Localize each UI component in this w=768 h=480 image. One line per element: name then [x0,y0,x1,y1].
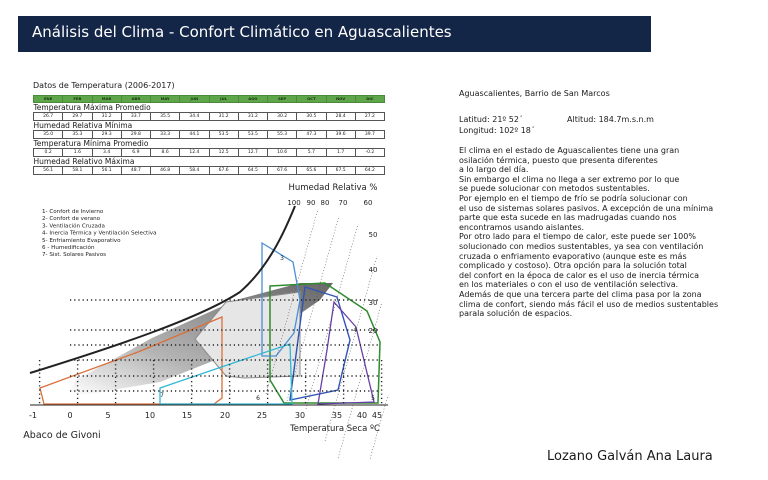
table-cell: 67.5 [326,167,355,175]
table-cell: 35.5 [151,113,180,121]
table-cell: 31.2 [209,113,238,121]
table-row-label: Humedad Relativo Máxima [33,157,135,166]
table-cell: 28.4 [326,113,355,121]
paragraph-line: osilación térmica, puesto que presenta diferentes [459,155,658,165]
x-tick-label: 35 [331,411,343,420]
climate-description [459,146,718,319]
paragraph-line: en los materiales o con el uso de ventilación selectiva. [459,280,679,290]
x-tick-label: 25 [256,411,268,420]
humidity-tick-label: 60 [363,199,373,207]
table-cell: 46.8 [151,167,180,175]
paragraph-line: Por otro lado para el tiempo de calor, este puede ser 100% [459,232,696,242]
humidity-tick-label: 100 [287,199,301,207]
table-cell: 55.3 [268,131,297,139]
paragraph-line: Sin embargo el clima no llega a ser extremo por lo que [459,174,680,184]
legend-item: 5- Enfriamiento Evaporativo [42,237,121,244]
chart-title: Abaco de Givoni [23,430,101,441]
table-cell: 48.7 [121,167,150,175]
paragraph-line: del confort en la época de calor es el uso de inercia térmica [459,270,699,280]
table-row-label: Temperatura Máxima Promedio [33,103,151,112]
legend-item: 7- Sist. Solares Pasivos [42,252,107,259]
x-tick-label: 15 [181,411,193,420]
paragraph-line: parte que esta sucede en las madrugadas cuando nos [459,213,677,223]
paragraph-line: Por ejemplo en el tiempo de frío se podría solucionar con [459,193,688,203]
x-tick-label: 30 [294,411,306,420]
x-tick-label: 0 [67,411,73,420]
legend-item: 3- Ventilación Cruzada [42,223,105,230]
table-cell: 64.2 [355,167,384,175]
legend-item: 2- Confort de verano [42,216,101,223]
table-cell: 0.2 [34,149,63,157]
humidity-tick-label: 30 [368,299,378,307]
table-cell: 58.4 [180,167,209,175]
month-header: FEB [63,96,92,103]
paragraph-line: parala solución de espacios. [459,309,573,319]
table-cell: 35.0 [34,131,63,139]
table-cell: -0.2 [355,149,384,157]
table-cell: 64.5 [238,167,267,175]
table-cell: 31.2 [92,113,121,121]
table-cell: 12.4 [180,149,209,157]
paragraph-line: a lo largo del día. [459,165,529,175]
paragraph-line: se puede solucionar con metodos sustentables. [459,184,650,194]
table-cell: 58.1 [63,167,92,175]
x-tick-label: 40 [356,411,368,420]
table-cell: 29.8 [121,131,150,139]
humidity-tick-label: 50 [368,231,378,239]
table-cell: 29.3 [92,131,121,139]
table-cell: 39.6 [326,131,355,139]
location-text: Aguascalientes, Barrio de San Marcos [459,89,610,98]
table-cell: 26.7 [34,113,63,121]
paragraph-line: clima de confort, siendo más fácil el uso de medios sustentables [459,299,719,309]
month-header: MAR [92,96,121,103]
y-axis-title: Humedad Relativa % [288,183,378,193]
month-header: JUN [180,96,209,103]
paragraph-line: el uso de sistemas solares pasivos. A excepción de una mínima [459,203,714,213]
table-cell: 67.6 [268,167,297,175]
table-cell: 8.6 [151,149,180,157]
zone-number: 4 [353,327,357,334]
table-cell: 30.5 [297,113,326,121]
x-tick-label: 5 [105,411,111,420]
x-tick-label: 45 [371,411,383,420]
humidity-tick-label: 40 [368,266,378,274]
month-header: ABR [121,96,150,103]
table-cell: 12.5 [209,149,238,157]
zone-number: 6 [256,395,260,402]
table-row-label: Humedad Relativa Mínima [33,121,133,130]
table-cell: 56.1 [34,167,63,175]
legend-item: 6 - Humedificación [42,245,95,251]
humidity-tick-label: 80 [320,199,330,207]
table-cell: 31.2 [238,113,267,121]
altitude-text: Altitud: 184.7m.s.n.m [567,115,654,124]
paragraph-line: El clima en el estado de Aguascalientes tiene una gran [459,146,680,155]
month-header: MAY [151,96,180,103]
table-cell: 35.3 [63,131,92,139]
page-title: Análisis del Clima - Confort Climático en Aguascalientes [32,23,452,41]
paragraph-line: cruzada o enfriamento evaporativo (aunque este es más [459,251,687,261]
evaporative-cooling-zone [318,302,374,404]
zone-number: 7 [160,392,164,399]
table-title: Datos de Temperatura (2006-2017) [33,81,175,90]
month-header: AGO [238,96,267,103]
table-cell: 33.7 [121,113,150,121]
month-header: SEP [268,96,297,103]
table-cell: 47.3 [297,131,326,139]
table-cell: 39.7 [355,131,384,139]
table-cell: 10.6 [268,149,297,157]
humidity-tick-label: 90 [306,199,316,207]
table-cell: 1.6 [63,149,92,157]
table-cell: 3.4 [92,149,121,157]
legend-item: 4- Inercia Térmica y Ventilación Selectiva [42,230,157,237]
x-tick-label: -1 [29,411,37,420]
legend-item: 1- Confort de Invierno [42,209,104,215]
table-cell: 5.7 [297,149,326,157]
paragraph-line: encontramos usando aislantes. [459,222,585,232]
table-cell: 33.3 [151,131,180,139]
zone-number: 3 [280,255,284,262]
table-cell: 53.5 [238,131,267,139]
comfort-winter-zone [195,292,300,378]
table-cell: 44.1 [180,131,209,139]
longitude-text: Longitud: 102º 18´ [459,126,535,135]
x-tick-label: 10 [144,411,156,420]
table-cell: 12.7 [238,149,267,157]
table-cell: 56.1 [92,167,121,175]
paragraph-line: complicado y costoso). Otra opción para la solución total [459,261,687,271]
month-header: DIC [355,96,384,103]
paragraph-line: solucionado con medios sustentables, ya sea con ventilación [459,241,704,251]
table-cell: 34.4 [180,113,209,121]
month-header: NOV [326,96,355,103]
table-cell: 27.2 [355,113,384,121]
humidity-tick-label: 70 [338,199,348,207]
table-cell: 65.6 [297,167,326,175]
x-axis-title: Temperatura Seca ºC [290,424,380,434]
table-cell: 1.7 [326,149,355,157]
zone-number: 5 [371,395,375,402]
month-header: OCT [297,96,326,103]
table-cell: 30.2 [268,113,297,121]
table-cell: 6.9 [121,149,150,157]
x-tick-label: 20 [219,411,231,420]
month-header: ENE [34,96,63,103]
paragraph-line: Además de que una tercera parte del clima pasa por la zona [459,289,702,299]
latitude-text: Latitud: 21º 52´ [459,115,523,124]
table-cell: 53.5 [209,131,238,139]
table-cell: 67.6 [209,167,238,175]
humidity-line [306,224,358,409]
humidity-tick-label: 20 [368,327,378,335]
author-name: Lozano Galván Ana Laura [547,449,713,464]
month-header: JUL [209,96,238,103]
table-cell: 29.7 [63,113,92,121]
table-row-label: Temperatura Mínima Promedio [33,139,149,148]
humidity-line [330,302,382,460]
